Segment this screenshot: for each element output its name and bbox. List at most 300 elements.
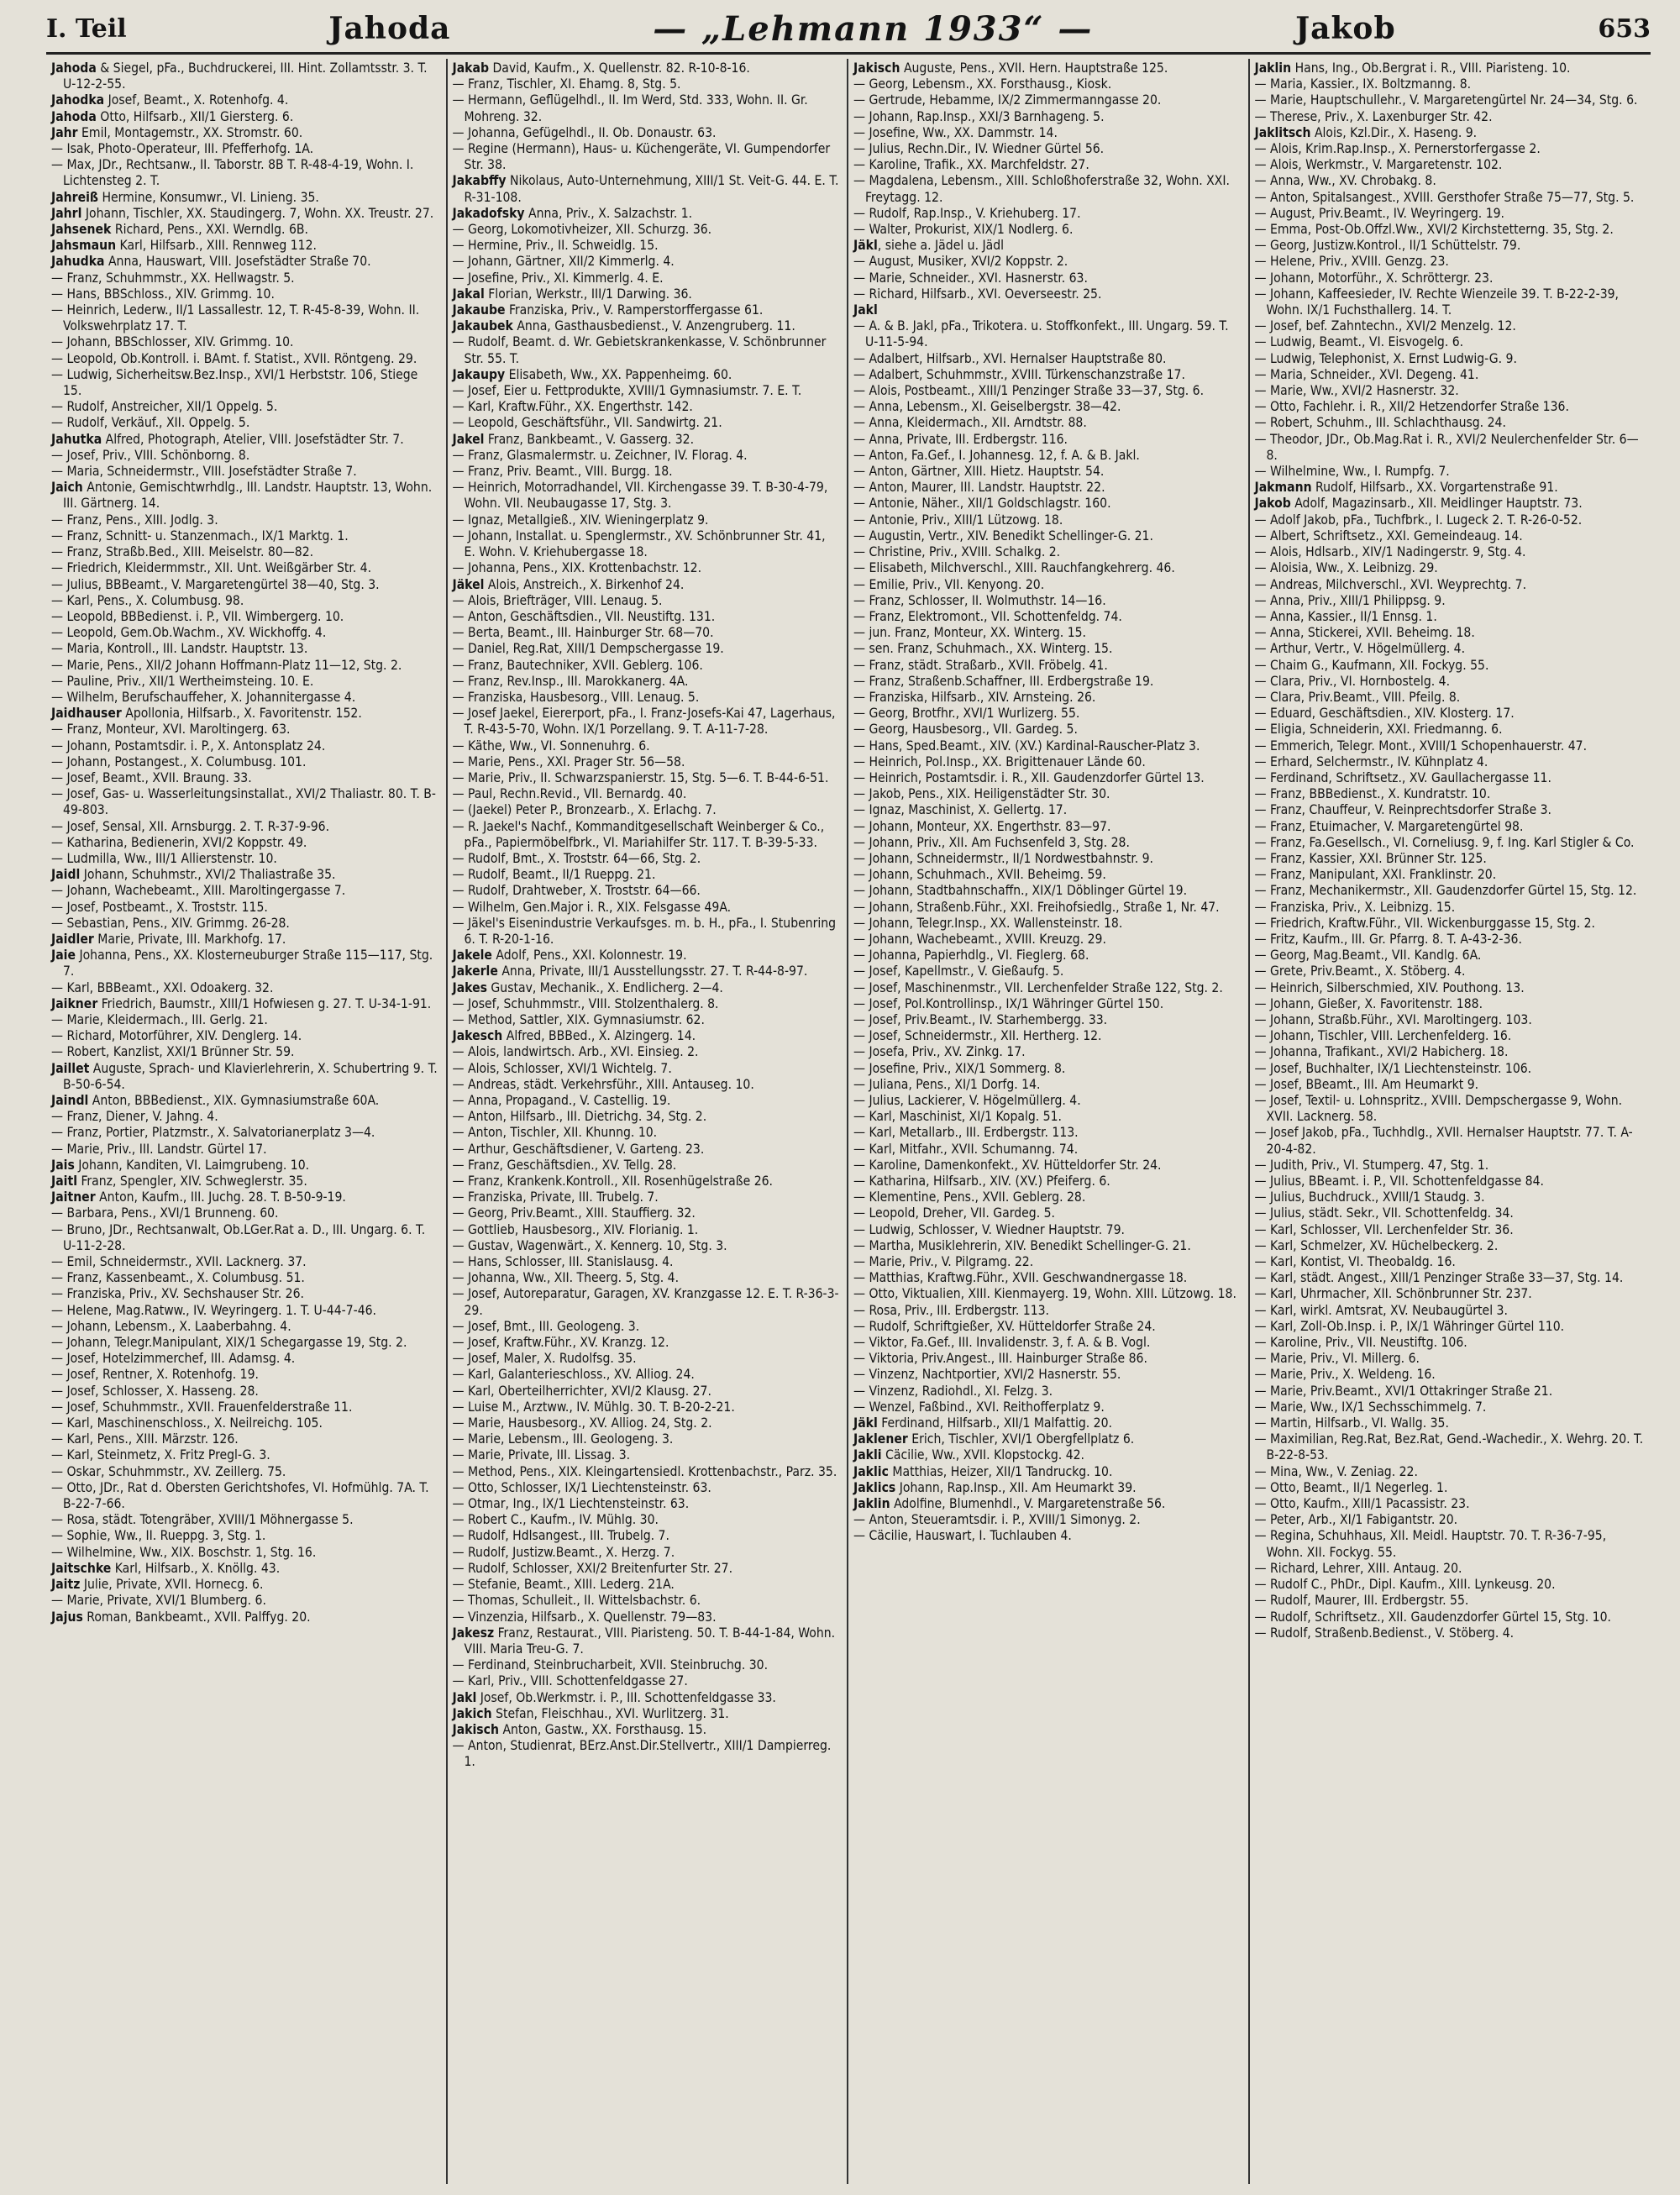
directory-entry: [453, 948, 841, 964]
entry-details: Anton, BBBedienst., XIX. Gymnasiumstraße 60A.: [88, 1093, 380, 1108]
entry-details: — Marie, Priv., X. Weldeng. 16.: [1254, 1367, 1436, 1383]
entry-details: — Katharina, Hilfsarb., XIV. (XV.) Pfeiferg. 6.: [853, 1174, 1110, 1189]
entry-surname: Jahreiß: [51, 189, 99, 205]
entry-details: — Martha, Musiklehrerin, XIV. Benedikt Schellinger-G. 21.: [853, 1237, 1191, 1253]
entry-details: — Karl, Priv., VIII. Schottenfeldgasse 27.: [452, 1673, 688, 1689]
entry-surname: Jakaupy: [452, 366, 506, 382]
directory-entry: [51, 867, 439, 883]
entry-details: — Maria, Kontroll., III. Landstr. Hauptstr. 13.: [51, 641, 308, 657]
entry-details: — Franz, Mechanikermstr., XII. Gaudenzdorfer Gürtel 15, Stg. 12.: [1254, 883, 1637, 899]
entry-details: — Johann, Postangest., X. Columbusg. 101.: [51, 754, 307, 769]
directory-entry: [853, 900, 1242, 916]
entry-details: — Friedrich, Kraftw.Führ., VII. Wickenburggasse 15, Stg. 2.: [1254, 915, 1595, 931]
entry-details: — Marie, Hausbesorg., XV. Alliog. 24, Stg. 2.: [452, 1415, 712, 1431]
column-1: [46, 59, 448, 2184]
directory-entry: [1255, 577, 1645, 593]
entry-details: — Wilhelmine, Ww., XIX. Boschstr. 1, Stg. 16.: [51, 1544, 317, 1560]
directory-entry: [1255, 1512, 1645, 1528]
entry-details: Richard, Pens., XXI. Werndlg. 6B.: [111, 222, 308, 238]
entry-details: — Maria, Kassier., IX. Boltzmanng. 8.: [1254, 76, 1472, 92]
entry-surname: Jäkl: [853, 238, 878, 254]
directory-entry: [853, 1415, 1242, 1431]
directory-entry: [51, 464, 439, 480]
directory-entry: [453, 173, 841, 205]
directory-entry: [1255, 544, 1645, 560]
directory-entry: [453, 1093, 841, 1109]
directory-entry: [853, 1028, 1242, 1044]
entry-details: — Rudolf, Bmt., X. Troststr. 64—66, Stg. 2.: [452, 850, 701, 866]
directory-entry: [453, 1625, 841, 1657]
directory-entry: [1255, 157, 1645, 173]
directory-entry: [853, 270, 1242, 286]
entry-details: — Berta, Beamt., III. Hainburger Str. 68—70.: [452, 625, 714, 641]
directory-entry: [853, 819, 1242, 835]
directory-entry: [853, 1286, 1242, 1302]
entry-details: — sen. Franz, Schuhmach., XX. Winterg. 15.: [853, 641, 1113, 657]
directory-entry: [51, 754, 439, 770]
directory-entry: [1255, 141, 1645, 157]
directory-entry: [453, 60, 841, 76]
entry-details: — Karl, Schlosser, VII. Lerchenfelder Str. 36.: [1254, 1221, 1514, 1237]
directory-entry: [453, 1690, 841, 1706]
directory-entry: [51, 1464, 439, 1480]
directory-entry: [51, 334, 439, 350]
directory-entry: [51, 1222, 439, 1254]
entry-details: — Anton, Tischler, XII. Khunng. 10.: [452, 1125, 658, 1141]
directory-entry: [453, 432, 841, 448]
entry-details: Adolfine, Blumenhdl., V. Margaretenstraße 56.: [890, 1496, 1166, 1512]
entry-details: — Franziska, Private, III. Trubelg. 7.: [452, 1189, 659, 1205]
entry-details: — Max, JDr., Rechtsanw., II. Taborstr. 8B T. R-48-4-19, Wohn. I. Lichtensteg 2. T.: [51, 157, 414, 189]
directory-entry: [51, 722, 439, 738]
directory-entry: [453, 658, 841, 674]
directory-entry: [1255, 528, 1645, 544]
entry-details: — Ludwig, Schlosser, V. Wiedner Hauptstr. 79.: [853, 1221, 1125, 1237]
directory-entry: [51, 932, 439, 948]
entry-surname: Jakab: [452, 60, 490, 76]
directory-entry: [453, 609, 841, 625]
directory-entry: [1255, 1303, 1645, 1319]
entry-details: — Bruno, JDr., Rechtsanwalt, Ob.LGer.Rat a. D., III. Ungarg. 6. T. U-11-2-28.: [51, 1221, 426, 1253]
entry-details: — Franz, Portier, Platzmstr., X. Salvatorianerplatz 3—4.: [51, 1125, 375, 1141]
directory-entry: [453, 1512, 841, 1528]
entry-surname: Jahr: [51, 124, 78, 140]
entry-details: — Method, Pens., XIX. Kleingartensiedl. Krottenbachstr., Parz. 35.: [452, 1463, 837, 1479]
entry-details: — Ignaz, Maschinist, X. Gellertg. 17.: [853, 802, 1068, 818]
directory-entry: [853, 577, 1242, 593]
entry-details: — Anton, Spitalsangest., XVIII. Gersthofer Straße 75—77, Stg. 5.: [1254, 189, 1635, 205]
directory-entry: [1255, 1609, 1645, 1625]
entry-details: — Eligia, Schneiderin, XXI. Friedmanng. 6.: [1254, 722, 1503, 738]
directory-entry: [51, 1205, 439, 1221]
directory-entry: [853, 1174, 1242, 1189]
entry-details: — Karl, Maschinist, XI/1 Kopalg. 51.: [853, 1109, 1062, 1125]
entry-details: — Josef, Textil- u. Lohnspritz., XVIII. Dempschergasse 9, Wohn. XVII. Lacknerg. 58.: [1254, 1093, 1623, 1125]
directory-entry: [1255, 964, 1645, 979]
entry-details: — Richard, Motorführer, XIV. Denglerg. 14.: [51, 1028, 302, 1044]
directory-entry: [853, 238, 1242, 254]
entry-details: — Arthur, Geschäftsdiener, V. Garteng. 23.: [452, 1141, 705, 1157]
entry-details: — Rudolf, Verkäuf., XII. Oppelg. 5.: [51, 415, 250, 431]
directory-entry: [1255, 496, 1645, 512]
directory-entry: [453, 1561, 841, 1577]
entry-details: — Johann, Telegr.Insp., XX. Wallensteinstr. 18.: [853, 915, 1123, 931]
entry-details: Julie, Private, XVII. Hornecg. 6.: [80, 1577, 264, 1593]
entry-details: — Julius, BBeamt. i. P., VII. Schottenfeldgasse 84.: [1254, 1174, 1544, 1189]
entry-surname: Jahsenek: [51, 222, 112, 238]
entry-details: — Emil, Schneidermstr., XVII. Lacknerg. 37.: [51, 1254, 307, 1270]
entry-details: — Rosa, städt. Totengräber, XVIII/1 Möhnergasse 5.: [51, 1512, 354, 1528]
entry-details: — Heinrich, Pol.Insp., XX. Brigittenauer Lände 60.: [853, 754, 1146, 769]
entry-details: — Helene, Priv., XVIII. Genzg. 23.: [1254, 254, 1449, 270]
entry-surname: Jaie: [51, 948, 76, 964]
entry-details: — Isak, Photo-Operateur, III. Pfefferhofg. 1A.: [51, 141, 314, 157]
directory-entry: [453, 1044, 841, 1060]
directory-entry: [853, 641, 1242, 657]
entry-details: — Karoline, Priv., VII. Neustiftg. 106.: [1254, 1335, 1467, 1351]
entry-details: Anton, Kaufm., III. Juchg. 28. T. B-50-9-19.: [95, 1189, 346, 1205]
directory-entry: [51, 1593, 439, 1609]
entry-details: — Rudolf, Schriftsetz., XII. Gaudenzdorfer Gürtel 15, Stg. 10.: [1254, 1609, 1611, 1625]
entry-details: — Erhard, Selchermstr., IV. Kühnplatz 4.: [1254, 754, 1488, 769]
directory-entry: [1255, 754, 1645, 770]
directory-entry: [1255, 1028, 1645, 1044]
entry-details: — Marie, Kleidermach., III. Gerlg. 21.: [51, 1011, 268, 1027]
directory-entry: [1255, 1254, 1645, 1270]
directory-entry: [1255, 60, 1645, 76]
directory-entry: [853, 76, 1242, 92]
directory-entry: [853, 432, 1242, 448]
entry-details: — Anna, Propagand., V. Castellig. 19.: [452, 1093, 671, 1108]
entry-details: — Franz, städt. Straßarb., XVII. Fröbelg. 41.: [853, 657, 1108, 673]
entry-details: — Anton, Fa.Gef., I. Johannesg. 12, f. A. & B. Jakl.: [853, 447, 1140, 463]
directory-entry: [1255, 92, 1645, 108]
entry-details: — Rudolf, Anstreicher, XII/1 Oppelg. 5.: [51, 399, 278, 415]
directory-entry: [1255, 464, 1645, 480]
entry-details: — Alois, Schlosser, XVI/1 Wichtelg. 7.: [452, 1060, 672, 1076]
entry-details: — Antonie, Näher., XII/1 Goldschlagstr. 160.: [853, 496, 1111, 512]
directory-entry: [453, 1335, 841, 1351]
directory-entry: [1255, 867, 1645, 883]
directory-entry: [1255, 1270, 1645, 1286]
entry-details: Johann, Schuhmstr., XVI/2 Thaliastraße 35.: [80, 867, 336, 883]
entry-details: — Marie, Hauptschullehr., V. Margaretengürtel Nr. 24—34, Stg. 6.: [1254, 92, 1638, 108]
entry-details: Friedrich, Baumstr., XIII/1 Hofwiesen g. 27. T. U-34-1-91.: [97, 995, 432, 1011]
directory-entry: [1255, 625, 1645, 641]
directory-entry: [853, 1254, 1242, 1270]
directory-entry: [453, 1609, 841, 1625]
column-4: [1250, 59, 1651, 2184]
directory-entry: [453, 625, 841, 641]
directory-entry: [453, 738, 841, 754]
entry-details: — Ludwig, Sicherheitsw.Bez.Insp., XVI/1 Herbststr. 106, Stiege 15.: [51, 366, 418, 399]
entry-details: Johanna, Pens., XX. Klosterneuburger Straße 115—117, Stg. 7.: [63, 948, 433, 979]
entry-details: — Ludwig, Beamt., VI. Eisvogelg. 6.: [1254, 334, 1464, 350]
directory-entry: [853, 1109, 1242, 1125]
entry-details: Franz, Restaurat., VIII. Piaristeng. 50. T. B-44-1-84, Wohn. VIII. Maria Treu-G. 7.: [464, 1625, 836, 1657]
entry-details: Josef, Ob.Werkmstr. i. P., III. Schottenfeldgasse 33.: [476, 1689, 776, 1705]
directory-entry: [453, 448, 841, 464]
entry-details: — Leopold, Gem.Ob.Wachm., XV. Wickhoffg. 4.: [51, 625, 327, 641]
directory-entry: [51, 738, 439, 754]
directory-entry: [453, 754, 841, 770]
entry-details: — Josef, Postbeamt., X. Troststr. 115.: [51, 899, 268, 915]
entry-surname: Jakal: [452, 286, 485, 302]
entry-details: Anna, Private, III/1 Ausstellungsstr. 27. T. R-44-8-97.: [497, 964, 808, 979]
directory-entry: [453, 480, 841, 512]
directory-entry: [1255, 1044, 1645, 1060]
directory-entry: [1255, 383, 1645, 399]
entry-details: Stefan, Fleischhau., XVI. Wurlitzerg. 31.: [491, 1705, 729, 1721]
directory-entry: [853, 222, 1242, 238]
entry-details: — Rudolf C., PhDr., Dipl. Kaufm., XIII. Lynkeusg. 20.: [1254, 1577, 1556, 1593]
entry-details: — Franz, Chauffeur, V. Reinprechtsdorfer Straße 3.: [1254, 802, 1551, 818]
directory-entry: [51, 415, 439, 431]
directory-columns: [46, 59, 1651, 2184]
directory-entry: [51, 786, 439, 818]
entry-details: — Otmar, Ing., IX/1 Liechtensteinstr. 63.: [452, 1496, 690, 1512]
entry-surname: Jaitl: [51, 1174, 77, 1189]
directory-entry: [853, 1335, 1242, 1351]
entry-details: — Rudolf, Schriftgießer, XV. Hütteldorfer Straße 24.: [853, 1318, 1156, 1334]
directory-entry: [51, 1415, 439, 1431]
entry-details: — Georg, Lebensm., XX. Forsthausg., Kiosk.: [853, 76, 1112, 92]
directory-entry: [1255, 1399, 1645, 1415]
directory-entry: [853, 996, 1242, 1012]
directory-entry: [853, 964, 1242, 979]
directory-entry: [453, 1125, 841, 1141]
directory-entry: [1255, 996, 1645, 1012]
entry-details: — Oskar, Schuhmmstr., XV. Zeillerg. 75.: [51, 1463, 286, 1479]
entry-surname: Jakele: [452, 948, 492, 964]
entry-details: — Karl, Galanterieschloss., XV. Alliog. 24.: [452, 1367, 695, 1383]
directory-entry: [51, 367, 439, 399]
entry-details: — Alois, Postbeamt., XIII/1 Penzinger Straße 33—37, Stg. 6.: [853, 383, 1205, 399]
directory-entry: [853, 593, 1242, 609]
entry-details: — Thomas, Schulleit., II. Wittelsbachstr. 6.: [452, 1593, 701, 1609]
entry-details: — Josef, Kraftw.Führ., XV. Kranzg. 12.: [452, 1335, 669, 1351]
entry-surname: Jakob: [1254, 496, 1291, 512]
directory-entry: [453, 1496, 841, 1512]
entry-details: — Josef, Beamt., XVII. Braung. 33.: [51, 769, 252, 785]
entry-details: — R. Jaekel's Nachf., Kommanditgesellschaft Weinberger & Co., pFa., Papiermöbelfbrk., VI. Mariahilfer Str. 117. T. B-39-5-33.: [452, 818, 825, 850]
entry-details: — Josef, Schuhmmstr., VIII. Stolzenthalerg. 8.: [452, 995, 719, 1011]
entry-details: — Josef, Buchhalter, IX/1 Liechtensteinstr. 106.: [1254, 1060, 1532, 1076]
entry-surname: Jajus: [51, 1609, 83, 1625]
directory-entry: [51, 1270, 439, 1286]
page-number: 653: [1598, 13, 1651, 44]
entry-details: — Martin, Hilfsarb., VI. Wallg. 35.: [1254, 1415, 1449, 1431]
directory-entry: [453, 222, 841, 238]
directory-entry: [853, 1480, 1242, 1496]
entry-surname: Jaklener: [853, 1431, 908, 1447]
entry-details: — Wilhelm, Berufschauffeher, X. Johannitergasse 4.: [51, 689, 356, 705]
entry-details: Otto, Hilfsarb., XII/1 Giersterg. 6.: [96, 108, 294, 124]
entry-details: Hans, Ing., Ob.Bergrat i. R., VIII. Piaristeng. 10.: [1291, 60, 1571, 76]
entry-details: Elisabeth, Ww., XX. Pappenheimg. 60.: [505, 366, 732, 382]
entry-details: — Magdalena, Lebensm., XIII. Schloßhoferstraße 32, Wohn. XXI. Freytagg. 12.: [853, 173, 1230, 205]
entry-details: Matthias, Heizer, XII/1 Tandruckg. 10.: [888, 1463, 1113, 1479]
directory-entry: [51, 238, 439, 254]
entry-details: — Karl, Schmelzer, XV. Hüchelbeckerg. 2.: [1254, 1237, 1499, 1253]
directory-entry: [853, 173, 1242, 205]
directory-entry: [1255, 512, 1645, 528]
entry-details: Johann, Rap.Insp., XII. Am Heumarkt 39.: [895, 1479, 1137, 1495]
directory-entry: [51, 770, 439, 786]
directory-entry: [1255, 367, 1645, 383]
entry-details: Alfred, Photograph, Atelier, VIII. Josefstädter Str. 7.: [102, 431, 404, 447]
directory-entry: [51, 190, 439, 206]
directory-entry: [853, 1142, 1242, 1158]
entry-surname: Jahodka: [51, 92, 105, 108]
entry-details: Franz, Bankbeamt., V. Gasserg. 32.: [484, 431, 695, 447]
directory-entry: [453, 916, 841, 948]
directory-entry: [1255, 1577, 1645, 1593]
entry-details: — Johann, Gärtner, XII/2 Kimmerlg. 4.: [452, 254, 675, 270]
entry-details: — Alois, Werkmstr., V. Margaretenstr. 102.: [1254, 157, 1503, 173]
directory-entry: [453, 980, 841, 996]
entry-details: — Method, Sattler, XIX. Gymnasiumstr. 62.: [452, 1011, 705, 1027]
directory-entry: [453, 1142, 841, 1158]
entry-details: — Franz, Tischler, XI. Ehamg. 8, Stg. 5.: [452, 76, 681, 92]
entry-details: — Barbara, Pens., XVI/1 Brunneng. 60.: [51, 1205, 279, 1221]
entry-details: — Mina, Ww., V. Zeniag. 22.: [1254, 1463, 1418, 1479]
directory-entry: [1255, 1431, 1645, 1463]
entry-surname: Jakich: [452, 1705, 492, 1721]
directory-entry: [1255, 334, 1645, 350]
entry-details: — Josef, Gas- u. Wasserleitungsinstallat., XVI/2 Thaliastr. 80. T. B-49-803.: [51, 786, 436, 818]
directory-entry: [453, 238, 841, 254]
entry-details: — Josef, Autoreparatur, Garagen, XV. Kranzgasse 12. E. T. R-36-3-29.: [452, 1286, 839, 1318]
directory-entry: [51, 658, 439, 674]
entry-details: — Karoline, Trafik., XX. Marchfeldstr. 27.: [853, 157, 1089, 173]
entry-details: — Karl, Mitfahr., XVII. Schumanng. 74.: [853, 1141, 1079, 1157]
directory-entry: [51, 92, 439, 108]
entry-surname: Jahrl: [51, 205, 82, 221]
entry-details: — Franz, Manipulant, XXI. Franklinstr. 20.: [1254, 867, 1497, 883]
entry-details: — Franz, Krankenk.Kontroll., XII. Rosenhügelstraße 26.: [452, 1174, 774, 1189]
entry-details: — Karl, BBBeamt., XXI. Odoakerg. 32.: [51, 979, 274, 995]
directory-entry: [1255, 190, 1645, 206]
entry-surname: Jakesch: [452, 1028, 503, 1044]
directory-entry: [453, 1722, 841, 1738]
directory-entry: [51, 1142, 439, 1158]
directory-entry: [1255, 1561, 1645, 1577]
directory-entry: [853, 625, 1242, 641]
directory-entry: [1255, 1319, 1645, 1335]
entry-details: — Maximilian, Reg.Rat, Bez.Rat, Gend.-Wachedir., X. Wehrg. 20. T. B-22-8-53.: [1254, 1431, 1644, 1463]
entry-details: — Johanna, Ww., XII. Theerg. 5, Stg. 4.: [452, 1270, 680, 1286]
directory-entry: [853, 786, 1242, 802]
directory-entry: [1255, 722, 1645, 738]
directory-entry: [453, 1109, 841, 1125]
directory-entry: [453, 415, 841, 431]
directory-entry: [453, 1205, 841, 1221]
directory-entry: [453, 1545, 841, 1561]
entry-surname: Jaillet: [51, 1060, 90, 1076]
entry-details: Anna, Gasthausbedienst., V. Anzengruberg. 11.: [512, 318, 795, 334]
entry-details: — Johann, Tischler, VIII. Lerchenfelderg. 16.: [1254, 1028, 1512, 1044]
directory-entry: [853, 1351, 1242, 1367]
entry-details: — Josef, Schlosser, X. Hasseng. 28.: [51, 1383, 259, 1399]
directory-entry: [51, 1384, 439, 1399]
entry-details: — Emma, Post-Ob.Offzl.Ww., XVI/2 Kirchstetterng. 35, Stg. 2.: [1254, 222, 1614, 238]
entry-details: — Sophie, Ww., II. Rueppg. 3, Stg. 1.: [51, 1528, 266, 1544]
directory-entry: [853, 1061, 1242, 1077]
directory-entry: [453, 1222, 841, 1238]
entry-details: & Siegel, pFa., Buchdruckerei, III. Hint. Zollamtsstr. 3. T. U-12-2-55.: [63, 60, 428, 92]
entry-details: — Karl, Maschinenschloss., X. Neilreichg. 105.: [51, 1415, 323, 1431]
directory-entry: [1255, 1593, 1645, 1609]
entry-details: — Franz, Pens., XIII. Jodlg. 3.: [51, 512, 218, 528]
directory-entry: [1255, 609, 1645, 625]
entry-details: — Franz, Rev.Insp., III. Marokkanerg. 4A.: [452, 673, 689, 689]
directory-entry: [1255, 819, 1645, 835]
directory-entry: [1255, 851, 1645, 867]
entry-details: — Josef, bef. Zahntechn., XVI/2 Menzelg. 12.: [1254, 318, 1516, 334]
directory-entry: [453, 1480, 841, 1496]
entry-details: — Robert, Kanzlist, XXI/1 Brünner Str. 59.: [51, 1044, 295, 1060]
entry-surname: Jahutka: [51, 431, 102, 447]
entry-details: — Maria, Schneidermstr., VIII. Josefstädter Straße 7.: [51, 464, 357, 480]
entry-details: — Johann, BBSchlosser, XIV. Grimmg. 10.: [51, 334, 294, 350]
directory-entry: [853, 1496, 1242, 1512]
entry-surname: Jahoda: [51, 108, 97, 124]
directory-entry: [853, 1447, 1242, 1463]
directory-entry: [453, 318, 841, 334]
directory-entry: [1255, 1158, 1645, 1174]
directory-entry: [453, 1657, 841, 1673]
entry-details: — Grete, Priv.Beamt., X. Stöberg. 4.: [1254, 964, 1466, 979]
entry-details: — Otto, Fachlehr. i. R., XII/2 Hetzendorfer Straße 136.: [1254, 399, 1569, 415]
entry-details: — Johann, Lebensm., X. Laaberbahng. 4.: [51, 1318, 291, 1334]
entry-details: Nikolaus, Auto-Unternehmung, XIII/1 St. Veit-G. 44. E. T. R-31-108.: [464, 173, 839, 205]
entry-details: — Karl, Steinmetz, X. Fritz Pregl-G. 3.: [51, 1447, 270, 1463]
entry-details: — Daniel, Reg.Rat, XIII/1 Dempschergasse 19.: [452, 641, 724, 657]
entry-surname: Jakl: [853, 302, 878, 318]
entry-surname: Jakisch: [452, 1721, 499, 1737]
entry-details: — Wilhelm, Gen.Major i. R., XIX. Felsgasse 49A.: [452, 899, 732, 915]
entry-details: — Friedrich, Kleidermmstr., XII. Unt. Weißgärber Str. 4.: [51, 560, 372, 576]
entry-surname: Jakerle: [452, 964, 498, 979]
entry-details: — Franz, Priv. Beamt., VIII. Burgg. 18.: [452, 464, 673, 480]
entry-surname: Jakisch: [853, 60, 900, 76]
entry-details: — Josef Jakob, pFa., Tuchhdlg., XVII. Hernalser Hauptstr. 77. T. A-20-4-82.: [1254, 1125, 1633, 1157]
entry-details: — Johann, Telegr.Manipulant, XIX/1 Schegargasse 19, Stg. 2.: [51, 1335, 407, 1351]
entry-details: — Johann, Monteur, XX. Engerthstr. 83—97.: [853, 818, 1111, 834]
directory-entry: [853, 738, 1242, 754]
entry-details: — Aloisia, Ww., X. Leibnizg. 29.: [1254, 560, 1438, 576]
entry-details: — Richard, Hilfsarb., XVI. Oeverseestr. 25.: [853, 286, 1102, 302]
directory-entry: [51, 851, 439, 867]
entry-details: — Franz, Elektromont., VII. Schottenfeldg. 74.: [853, 608, 1122, 624]
directory-entry: [51, 1012, 439, 1028]
entry-details: — Rudolf, Rap.Insp., V. Kriehuberg. 17.: [853, 205, 1081, 221]
entry-details: — Josef, Rentner, X. Rotenhofg. 19.: [51, 1367, 259, 1383]
directory-entry: [51, 835, 439, 851]
directory-entry: [853, 1158, 1242, 1174]
directory-entry: [51, 593, 439, 609]
header-rule: [46, 52, 1651, 55]
entry-details: — Gottlieb, Hausbesorg., XIV. Florianig. 1.: [452, 1221, 699, 1237]
directory-entry: [1255, 1415, 1645, 1431]
directory-entry: [853, 1431, 1242, 1447]
entry-details: Auguste, Sprach- und Klavierlehrerin, X. Schubertring 9. T. B-50-6-54.: [63, 1060, 438, 1092]
entry-details: Florian, Werkstr., III/1 Darwing. 36.: [484, 286, 692, 302]
entry-details: — Franziska, Hilfsarb., XIV. Arnsteing. 26.: [853, 689, 1096, 705]
directory-entry: [51, 1125, 439, 1141]
entry-details: — Marie, Priv., V. Pilgramg. 22.: [853, 1254, 1034, 1270]
